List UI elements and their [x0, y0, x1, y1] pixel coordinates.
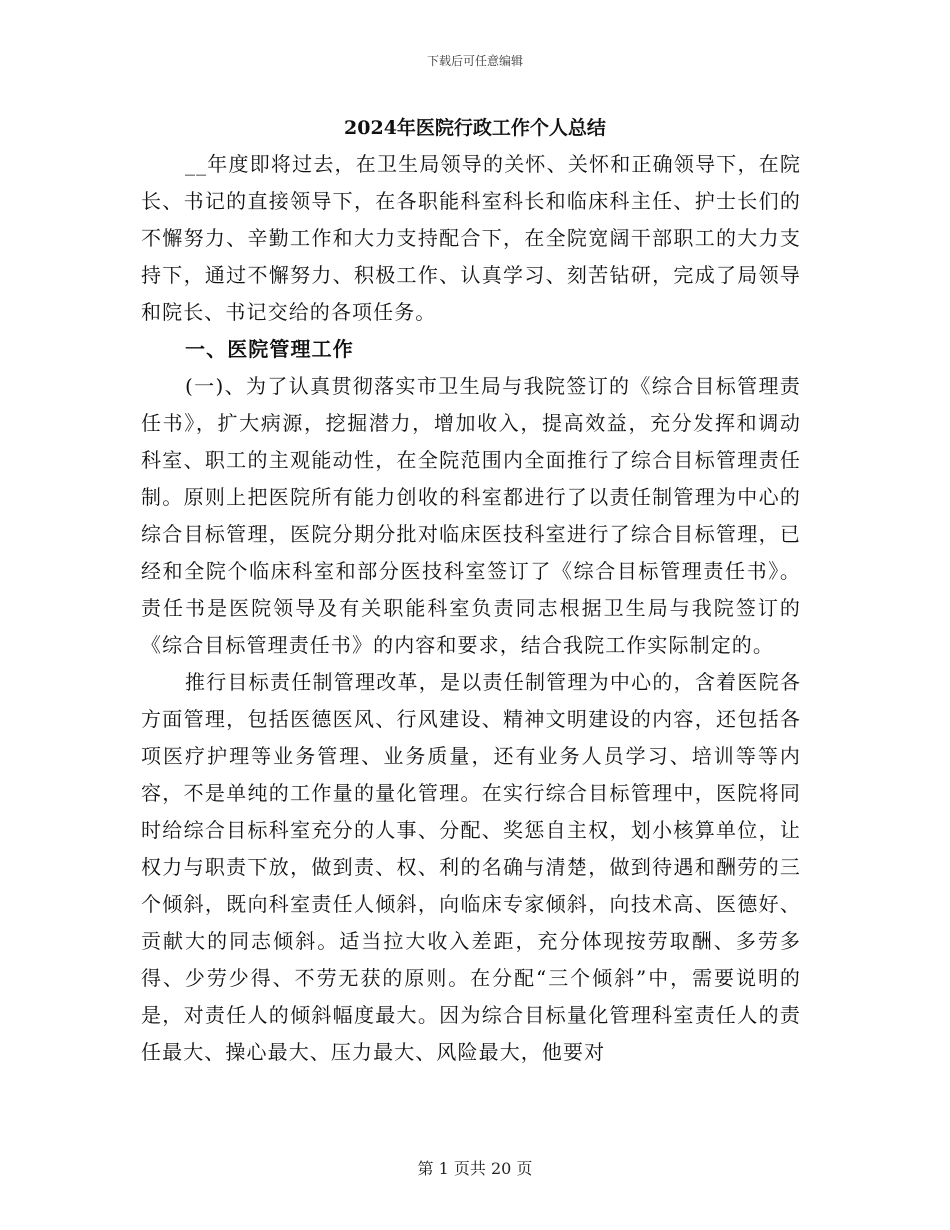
body-paragraph: (一)、为了认真贯彻落实市卫生局与我院签订的《综合目标管理责任书》，扩大病源，挖掘潜力，增加收入，提高效益，充分发挥和调动科室、职工的主观能动性，在全院范围内全面推行了综合目标管理责任制。原则上把医院所有能力创收的科室都进行了以责任制管理为中心的综合目标管理，医院分期分批对临床医技科室进行了综合目标管理，已经和全院个临床科室和部分医技科室签订了《综合目标管理责任书》。责任书是医院领导及有关职能科室负责同志根据卫生局与我院签订的《综合目标管理责任书》的内容和要求，结合我院工作实际制定的。 [141, 374, 801, 657]
document-title: 2024年医院行政工作个人总结 [344, 117, 606, 139]
intro-paragraph: __年度即将过去，在卫生局领导的关怀、关怀和正确领导下，在院长、书记的直接领导下，在各职能科室科长和临床科主任、护士长们的不懈努力、辛勤工作和大力支持配合下，在全院宽阔干部职工的大力支持下，通过不懈努力、积极工作、认真学习、刻苦钻研，完成了局领导和院长、书记交给的各项任务。 [141, 152, 801, 324]
section-heading: 一、医院管理工作 [185, 337, 354, 361]
body-paragraph: 推行目标责任制管理改革，是以责任制管理为中心的，含着医院各方面管理，包括医德医风、行风建设、精神文明建设的内容，还包括各项医疗护理等业务管理、业务质量，还有业务人员学习、培训等等内容，不是单纯的工作量的量化管理。在实行综合目标管理中，医院将同时给综合目标科室充分的人事、分配、奖惩自主权，划小核算单位，让权力与职责下放，做到责、权、利的名确与清楚，做到待遇和酬劳的三个倾斜，既向科室责任人倾斜，向临床专家倾斜，向技术高、医德好、贡献大的同志倾斜。适当拉大收入差距，充分体现按劳取酬、多劳多得、少劳少得、不劳无获的原则。在分配“三个倾斜”中，需要说明的是，对责任人的倾斜幅度最大。因为综合目标量化管理科室责任人的责任最大、操心最大、压力最大、风险最大，他要对 [141, 670, 801, 1064]
document-body [141, 146, 801, 1071]
page-footer: 第 1 页共 20 页 [417, 1159, 533, 1178]
page-header: 下载后可任意编辑 [426, 54, 523, 68]
